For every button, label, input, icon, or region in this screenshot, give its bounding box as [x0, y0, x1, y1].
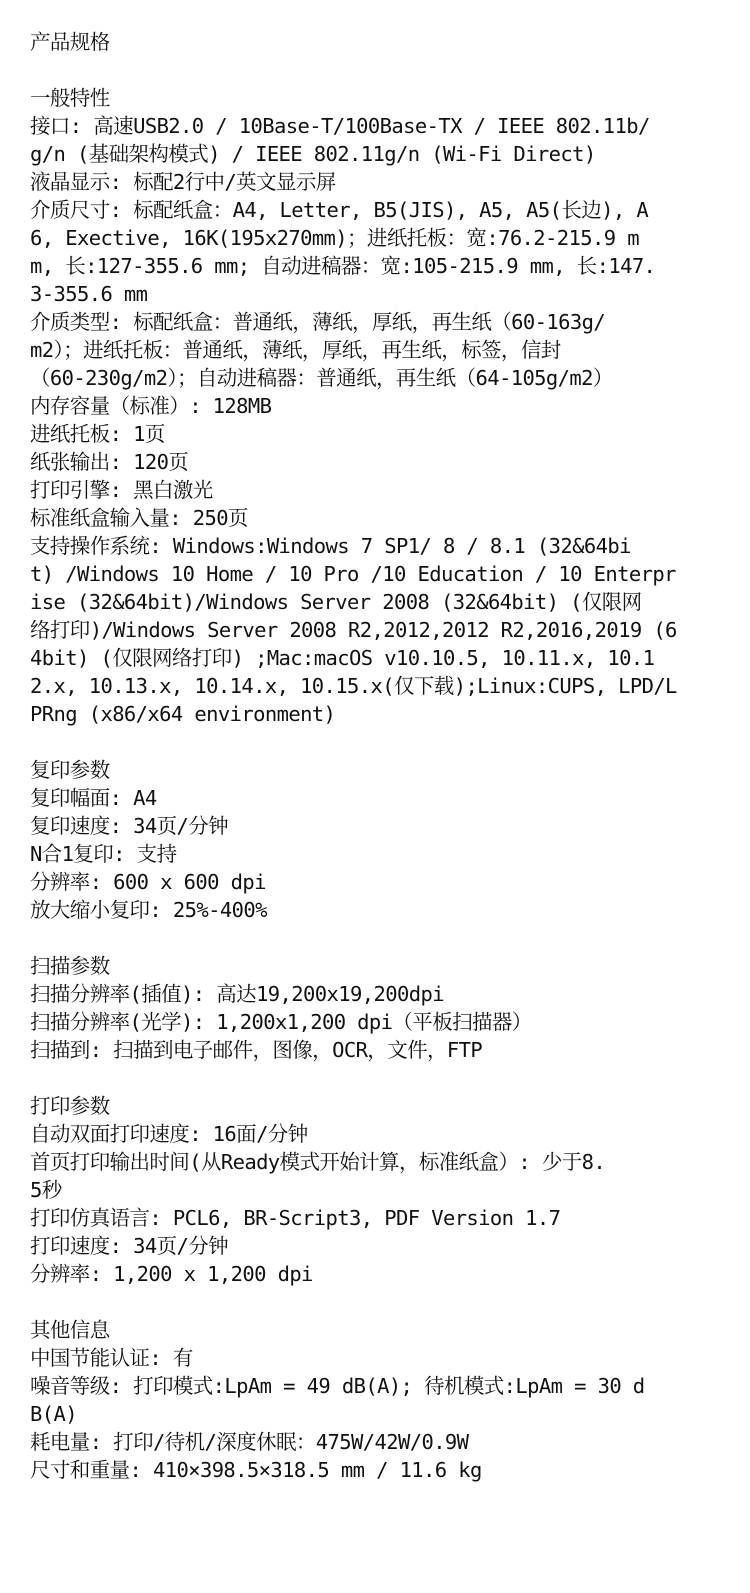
spec-line: 放大缩小复印: 25%-400% — [30, 898, 267, 922]
spec-line: 介质尺寸: 标配纸盒：A4, Letter, B5(JIS), A5, A5(长边), A — [30, 198, 649, 222]
spec-line: 接口: 高速USB2.0 / 10Base-T/100Base-TX / IEEE 802.11b/ — [30, 114, 650, 138]
spec-section — [30, 756, 720, 952]
spec-line: 复印速度: 34页/分钟 — [30, 814, 229, 838]
spec-line: 尺寸和重量: 410×398.5×318.5 mm / 11.6 kg — [30, 1458, 482, 1482]
spec-line: ise (32&64bit)/Windows Server 2008 (32&64bit) (仅限网 — [30, 590, 642, 614]
spec-line: 标准纸盒输入量: 250页 — [30, 506, 248, 530]
spec-line: m2）；进纸托板：普通纸，薄纸，厚纸，再生纸，标签，信封 — [30, 338, 561, 362]
section-heading: 扫描参数 — [30, 954, 110, 978]
spec-line: 自动双面打印速度: 16面/分钟 — [30, 1122, 308, 1146]
spec-line: PRng (x86/x64 environment) — [30, 702, 336, 726]
spec-line: 打印仿真语言: PCL6, BR-Script3, PDF Version 1.7 — [30, 1206, 561, 1230]
spacer — [30, 1288, 720, 1316]
spec-line: 纸张输出: 120页 — [30, 450, 189, 474]
spec-line: 进纸托板: 1页 — [30, 422, 165, 446]
spec-line: 介质类型: 标配纸盒：普通纸，薄纸，厚纸，再生纸（60-163g/ — [30, 310, 606, 334]
spec-line: 耗电量: 打印/待机/深度休眠：475W/42W/0.9W — [30, 1430, 469, 1454]
spec-line: 5秒 — [30, 1178, 62, 1202]
spec-document — [30, 28, 720, 1484]
spacer — [30, 924, 720, 952]
spec-line: 2.x, 10.13.x, 10.14.x, 10.15.x(仅下载);Linux:CUPS, LPD/L — [30, 674, 677, 698]
spec-line: 支持操作系统: Windows:Windows 7 SP1/ 8 / 8.1 (32&64bi — [30, 534, 631, 558]
spec-line: 扫描到: 扫描到电子邮件，图像，OCR，文件，FTP — [30, 1038, 483, 1062]
spec-line: 3-355.6 mm — [30, 282, 148, 306]
spec-line: （60-230g/m2）；自动进稿器：普通纸，再生纸（64-105g/m2） — [30, 366, 613, 390]
spec-line: 噪音等级: 打印模式:LpAm = 49 dB(A); 待机模式:LpAm = 30 d — [30, 1374, 645, 1398]
spec-section — [30, 84, 720, 756]
spec-section — [30, 952, 720, 1092]
spec-line: t) /Windows 10 Home / 10 Pro /10 Education / 10 Enterpr — [30, 562, 676, 586]
spec-line: N合1复印: 支持 — [30, 842, 177, 866]
section-heading: 打印参数 — [30, 1094, 110, 1118]
spec-line: 扫描分辨率(插值): 高达19,200x19,200dpi — [30, 982, 444, 1006]
spec-line: 扫描分辨率(光学): 1,200x1,200 dpi（平板扫描器） — [30, 1010, 532, 1034]
spec-line: 打印速度: 34页/分钟 — [30, 1234, 229, 1258]
spec-section — [30, 1092, 720, 1316]
spacer — [30, 1064, 720, 1092]
spec-line: m, 长:127-355.6 mm; 自动进稿器：宽:105-215.9 mm, 长:147. — [30, 254, 656, 278]
spec-line: 中国节能认证: 有 — [30, 1346, 193, 1370]
spacer — [30, 728, 720, 756]
spec-line: 4bit) (仅限网络打印) ;Mac:macOS v10.10.5, 10.11.x, 10.1 — [30, 646, 655, 670]
spec-line: B(A) — [30, 1402, 77, 1426]
spec-line: g/n (基础架构模式) / IEEE 802.11g/n (Wi-Fi Direct) — [30, 142, 596, 166]
spec-line: 复印幅面: A4 — [30, 786, 157, 810]
spec-line: 液晶显示: 标配2行中/英文显示屏 — [30, 170, 336, 194]
section-heading: 复印参数 — [30, 758, 110, 782]
spec-section — [30, 1316, 720, 1484]
spec-line: 6, Exective, 16K(195x270mm)；进纸托板：宽:76.2-215.9 m — [30, 226, 639, 250]
section-heading: 其他信息 — [30, 1318, 110, 1342]
spec-line: 分辨率: 1,200 x 1,200 dpi — [30, 1262, 313, 1286]
spec-line: 首页打印输出时间(从Ready模式开始计算，标准纸盒）: 少于8. — [30, 1150, 606, 1174]
spec-line: 分辨率: 600 x 600 dpi — [30, 870, 266, 894]
section-heading: 一般特性 — [30, 86, 110, 110]
spec-line: 内存容量（标准）: 128MB — [30, 394, 272, 418]
spec-line: 打印引擎: 黑白激光 — [30, 478, 213, 502]
document-title: 产品规格 — [30, 30, 110, 54]
spacer — [30, 56, 720, 84]
spec-sections — [30, 84, 720, 1484]
spec-line: 络打印)/Windows Server 2008 R2,2012,2012 R2,2016,2019 (6 — [30, 618, 677, 642]
